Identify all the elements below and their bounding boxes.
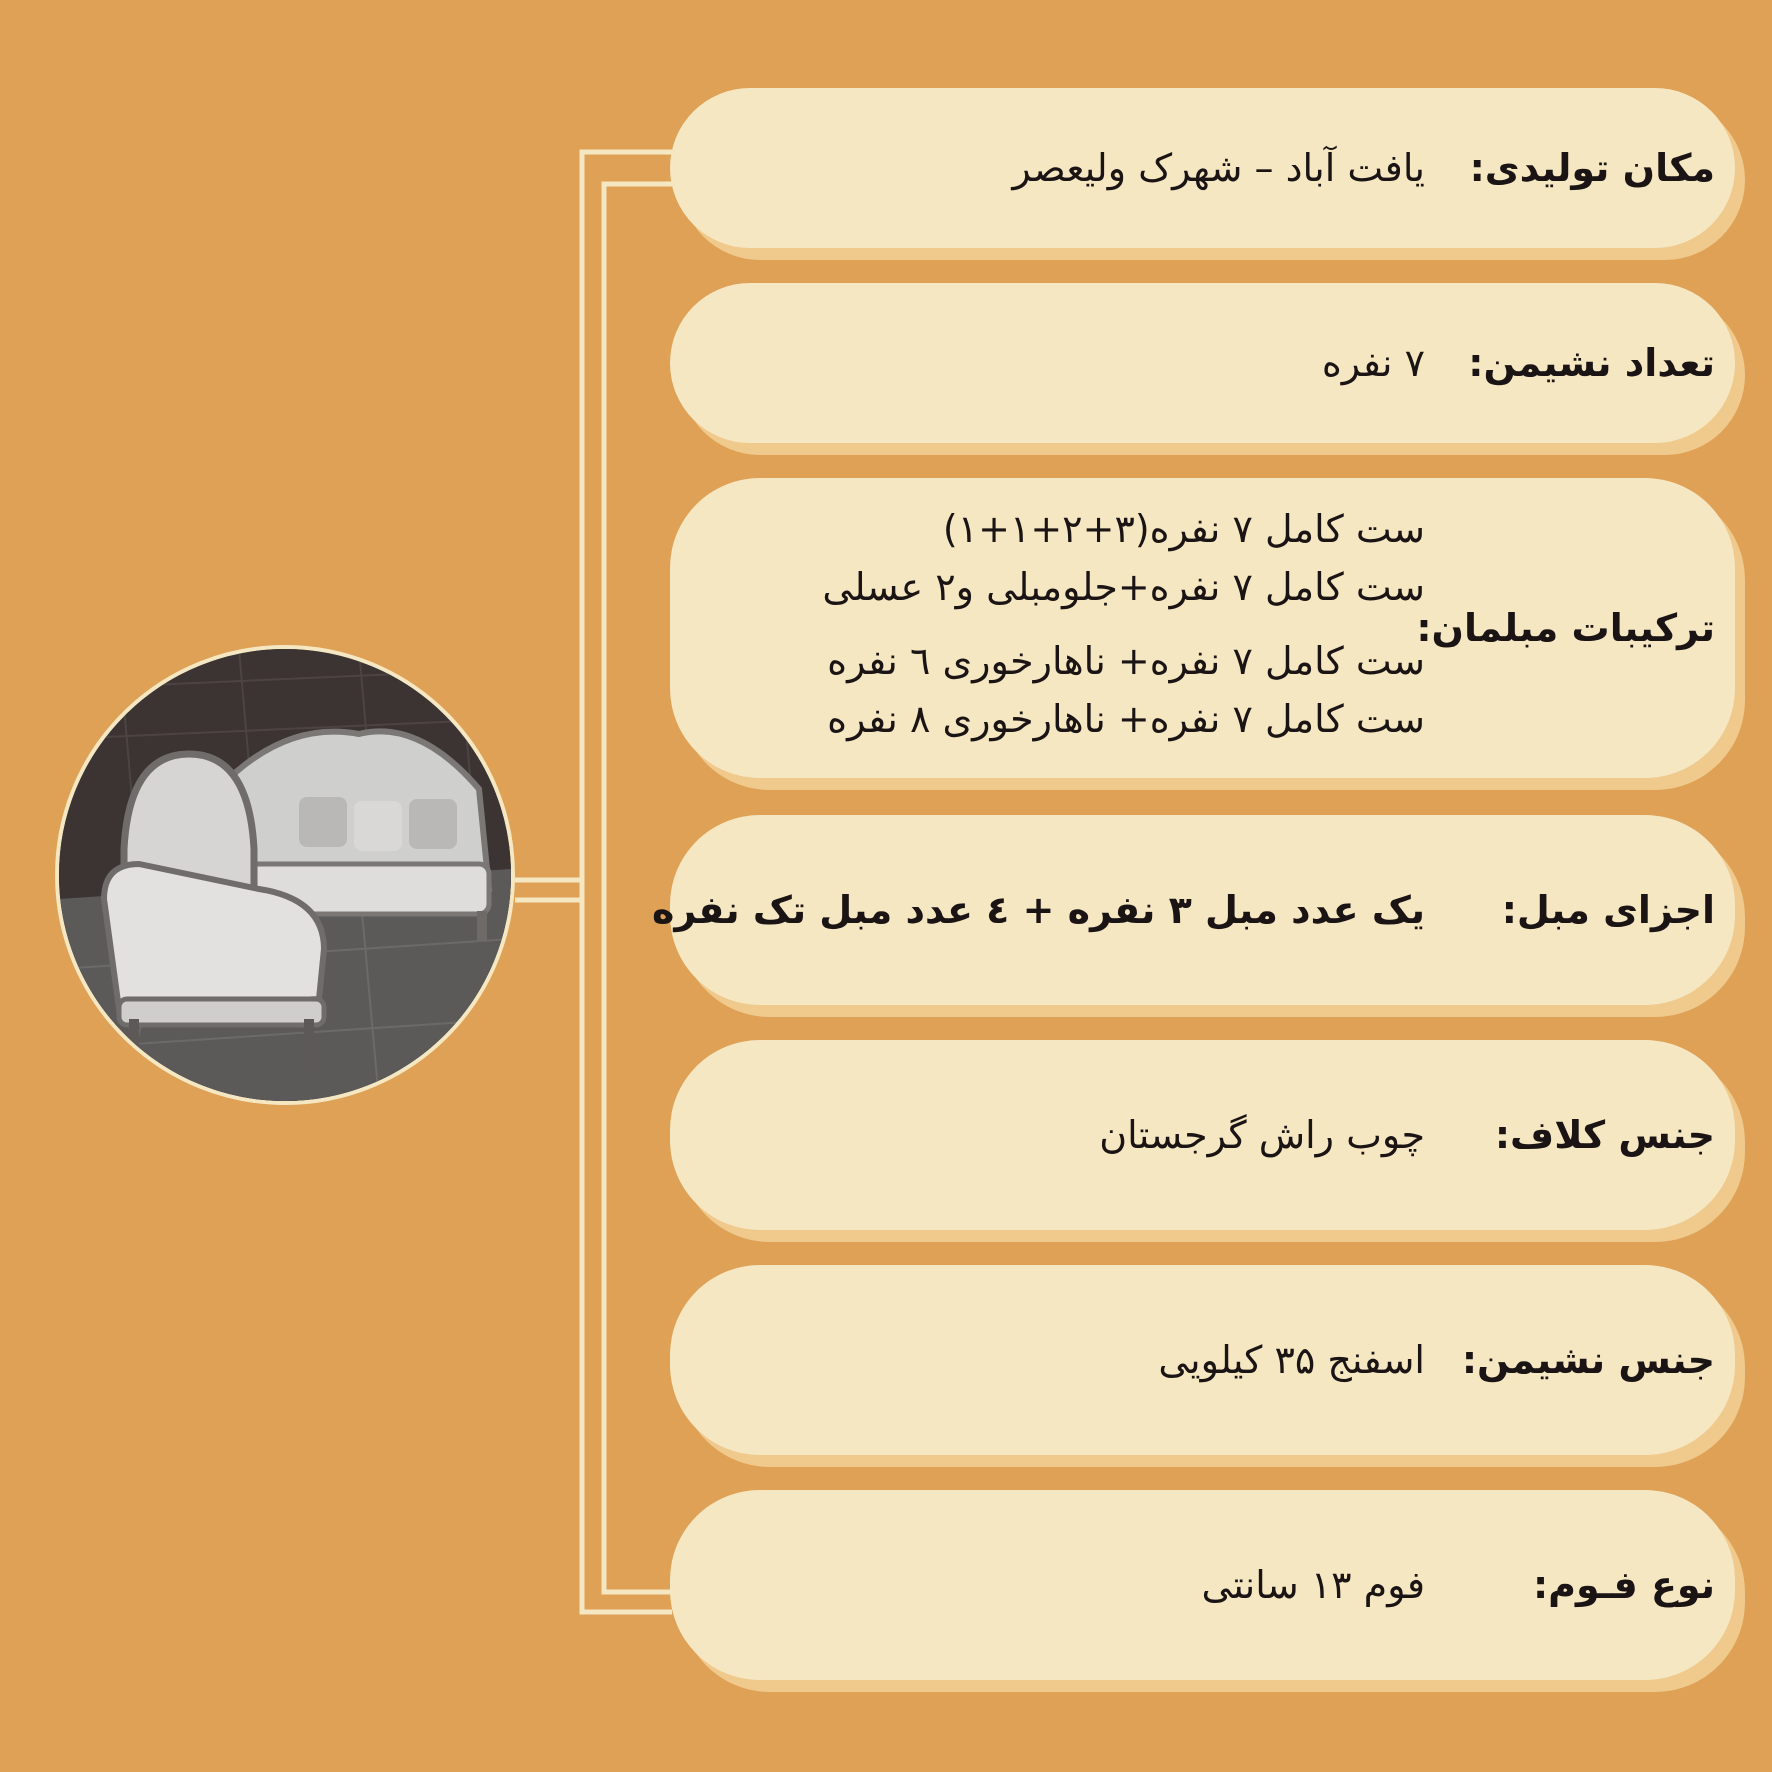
production-place-value: یافت آباد – شهرک ولیعصر xyxy=(1012,146,1425,190)
sofa-parts-label: اجزای مبل: xyxy=(1501,888,1715,932)
foam-type-label: نوع فـوم: xyxy=(1532,1563,1715,1607)
info-card-production-place xyxy=(670,88,1735,248)
seating-count-label: تعداد نشیمن: xyxy=(1468,341,1715,385)
combination-item: ست کامل ۷ نفره+ ناهارخوری ۸ نفره xyxy=(827,697,1425,741)
furniture-combinations-list xyxy=(822,500,1425,748)
sofa-set-photo xyxy=(55,645,515,1105)
info-card-sofa-parts xyxy=(651,815,1735,1005)
frame-material-value: چوب راش گرجستان xyxy=(1099,1113,1425,1157)
production-place-label: مکان تولیدی: xyxy=(1469,146,1715,190)
seating-count-value: ۷ نفره xyxy=(1321,341,1425,385)
combination-item: ست کامل ۷ نفره+جلومبلی و۲ عسلی xyxy=(822,565,1425,609)
info-card-seat-material xyxy=(670,1265,1735,1455)
furniture-combinations-label: ترکیبات مبلمان: xyxy=(1416,606,1715,650)
seat-material-label: جنس نشیمن: xyxy=(1461,1338,1715,1382)
info-card-frame-material xyxy=(670,1040,1735,1230)
info-card-foam-type xyxy=(670,1490,1735,1680)
info-card-seating-count xyxy=(670,283,1735,443)
info-card-furniture-combinations xyxy=(670,478,1735,778)
foam-type-value: فوم ۱۳ سانتی xyxy=(1201,1563,1425,1607)
frame-material-label: جنس کلاف: xyxy=(1494,1113,1715,1157)
seat-material-value: اسفنج ۳۵ کیلویی xyxy=(1158,1338,1425,1382)
combination-item: ست کامل ۷ نفره(۳+۲+۱+۱) xyxy=(942,507,1425,551)
combination-item: ست کامل ۷ نفره+ ناهارخوری ٦ نفره xyxy=(827,639,1425,683)
sofa-parts-value: یک عدد مبل ۳ نفره + ٤ عدد مبل تک نفره xyxy=(651,888,1425,932)
